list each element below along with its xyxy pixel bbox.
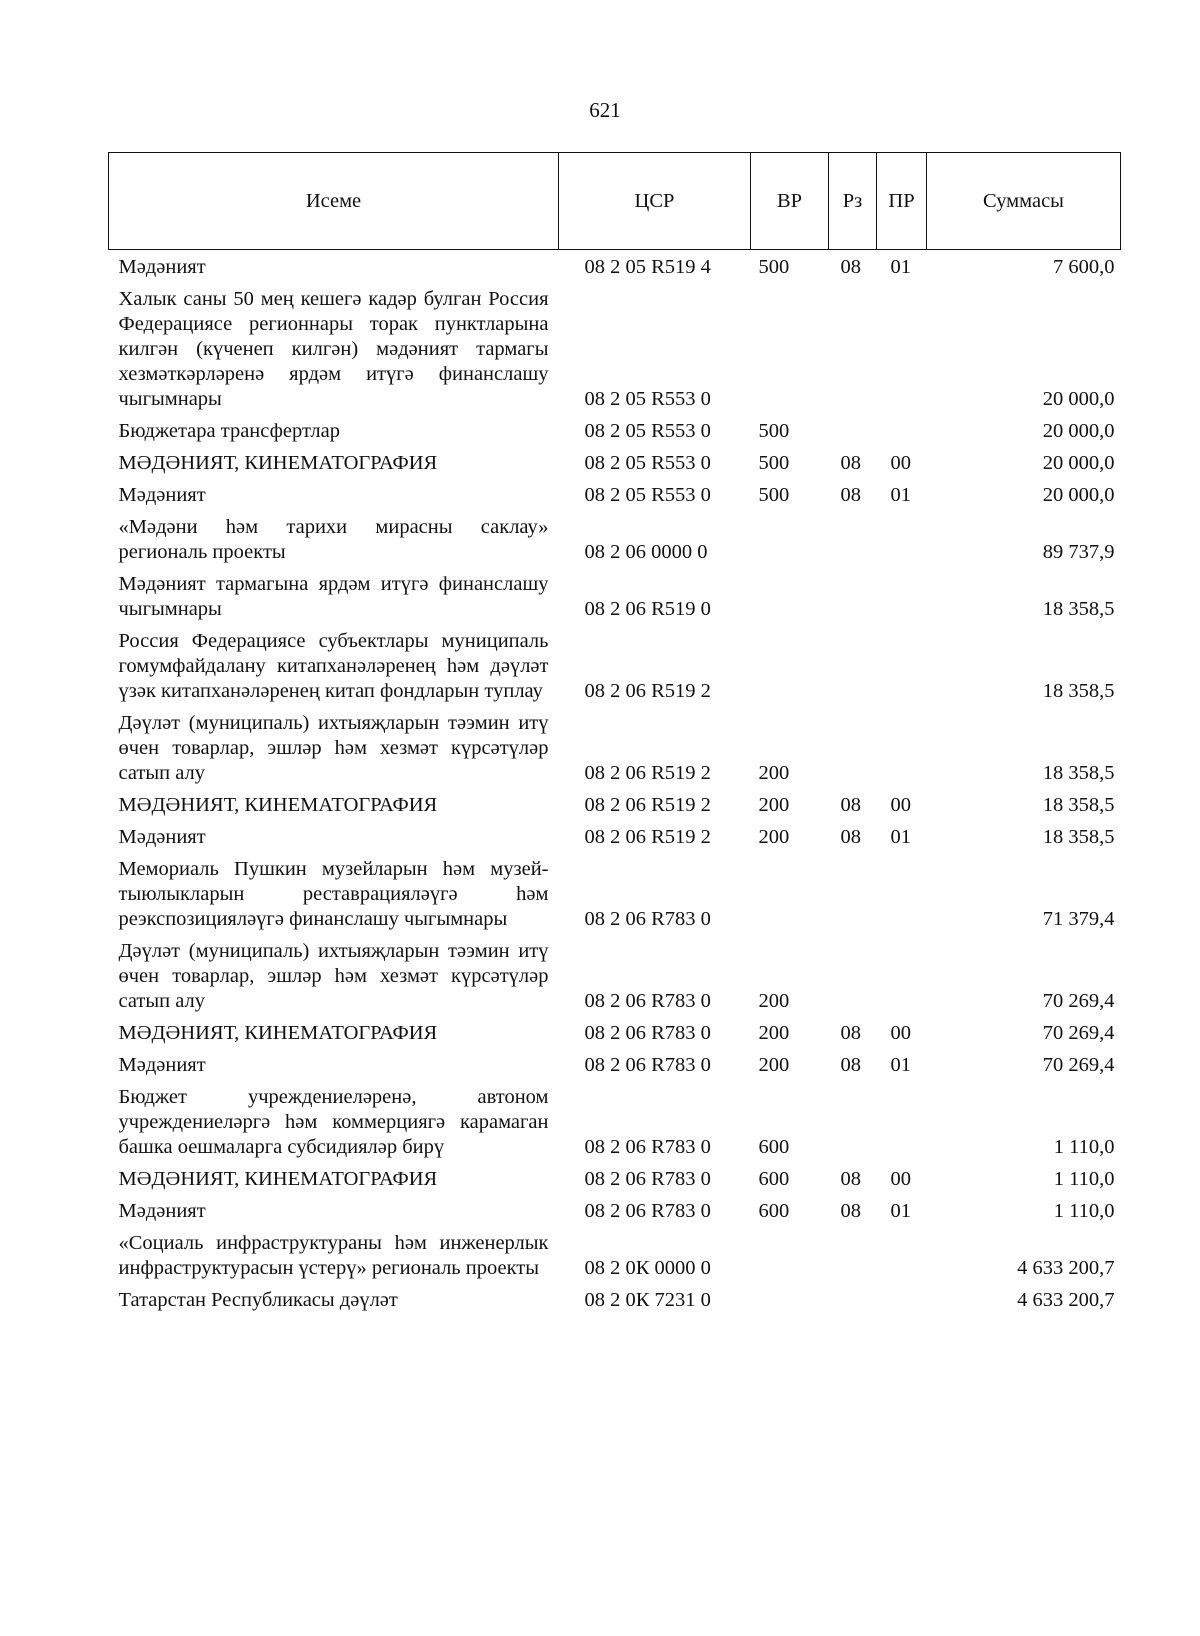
cell-pr: 01: [890, 484, 911, 506]
cell-pr: [877, 1283, 927, 1315]
cell-name: МӘДӘНИЯТ, КИНЕМАТОГРАФИЯ: [118, 1168, 438, 1190]
table-row: [109, 414, 1121, 446]
table-row: [109, 820, 1121, 852]
cell-rz: [829, 1080, 877, 1162]
cell-sum: 7 600,0: [1053, 256, 1115, 278]
cell-name: Мәдәният: [118, 826, 206, 848]
cell-rz: 08: [840, 1054, 861, 1076]
cell-csr: 08 2 05 R519 4: [584, 256, 711, 278]
header-sum: Суммасы: [927, 153, 1121, 250]
header-pr: ПР: [877, 153, 927, 250]
cell-sum: 70 269,4: [1042, 1054, 1115, 1076]
cell-sum: 1 110,0: [1053, 1168, 1115, 1190]
header-name: Исеме: [109, 153, 559, 250]
cell-rz: [829, 624, 877, 706]
cell-csr: 08 2 05 R553 0: [584, 484, 711, 506]
cell-rz: [829, 414, 877, 446]
cell-sum: 71 379,4: [1042, 908, 1115, 930]
cell-name: Мәдәният: [118, 256, 206, 278]
cell-rz: 08: [840, 484, 861, 506]
cell-pr: [877, 1080, 927, 1162]
cell-vr: 600: [758, 1136, 790, 1158]
cell-vr: 600: [758, 1200, 790, 1222]
cell-sum: 18 358,5: [1042, 680, 1115, 702]
table-body: [109, 250, 1121, 1316]
cell-name: Мәдәният: [118, 1054, 206, 1076]
cell-sum: 18 358,5: [1042, 762, 1115, 784]
cell-name: Халык саны 50 мең кешегә кадәр булган Россия Федерациясе регионнары торак пунктларына килгән (күченеп килгән) мәдәният тармагы хезмәткәрләренә ярдәм итүгә финанслашу чыгымнары: [118, 288, 549, 410]
cell-rz: [829, 934, 877, 1016]
cell-rz: 08: [840, 1200, 861, 1222]
cell-pr: [877, 414, 927, 446]
cell-csr: 08 2 06 R783 0: [584, 1168, 711, 1190]
cell-sum: 70 269,4: [1042, 990, 1115, 1012]
cell-pr: [877, 567, 927, 624]
cell-sum: 4 633 200,7: [1017, 1257, 1115, 1279]
table-row: [109, 250, 1121, 283]
header-vr: ВР: [751, 153, 829, 250]
table-row: [109, 282, 1121, 414]
cell-rz: 08: [840, 1168, 861, 1190]
table-row: [109, 1162, 1121, 1194]
cell-pr: [877, 852, 927, 934]
table-row: [109, 510, 1121, 567]
cell-rz: [829, 852, 877, 934]
cell-name: «Мәдәни һәм тарихи мирасны саклау» региональ проекты: [118, 516, 549, 563]
cell-rz: [829, 1283, 877, 1315]
page-number: 621: [589, 98, 621, 122]
table-row: [109, 478, 1121, 510]
table-row: [109, 788, 1121, 820]
cell-vr: 500: [758, 256, 790, 278]
cell-pr: [877, 934, 927, 1016]
cell-name: Мәдәният тармагына ярдәм итүгә финанслашу чыгымнары: [118, 573, 549, 620]
table-row: [109, 1048, 1121, 1080]
cell-csr: 08 2 06 R783 0: [584, 1200, 711, 1222]
header-rz: Рз: [829, 153, 877, 250]
header-csr: ЦСР: [559, 153, 751, 250]
cell-csr: 08 2 06 R783 0: [584, 990, 711, 1012]
table-row: [109, 1016, 1121, 1048]
cell-csr: 08 2 06 R519 0: [584, 598, 711, 620]
cell-name: Дәүләт (муниципаль) ихтыяҗларын тәэмин итү өчен товарлар, эшләр һәм хезмәт күрсәтүләр сатып алу: [118, 940, 549, 1012]
table-row: [109, 624, 1121, 706]
cell-sum: 1 110,0: [1053, 1200, 1115, 1222]
table-row: [109, 1283, 1121, 1315]
cell-sum: 20 000,0: [1042, 452, 1115, 474]
cell-name: Россия Федерациясе субъектлары муниципаль гомумфайдалану китапханәләренең һәм дәүләт үзәк китапханәләренең китап фондларын туплау: [118, 630, 549, 702]
cell-sum: 18 358,5: [1042, 598, 1115, 620]
cell-vr: 200: [758, 1054, 790, 1076]
cell-vr: 200: [758, 990, 790, 1012]
cell-vr: [751, 567, 829, 624]
cell-rz: [829, 1226, 877, 1283]
table-row: [109, 934, 1121, 1016]
cell-vr: 200: [758, 1022, 790, 1044]
cell-name: Татарстан Республикасы дәүләт: [118, 1289, 398, 1311]
cell-csr: 08 2 0К 0000 0: [584, 1257, 711, 1279]
cell-rz: 08: [840, 452, 861, 474]
cell-vr: [751, 1226, 829, 1283]
cell-vr: 500: [758, 484, 790, 506]
cell-csr: 08 2 06 R783 0: [584, 1136, 711, 1158]
cell-name: МӘДӘНИЯТ, КИНЕМАТОГРАФИЯ: [118, 794, 438, 816]
cell-csr: 08 2 05 R553 0: [584, 420, 711, 442]
table-row: [109, 706, 1121, 788]
cell-sum: 20 000,0: [1042, 484, 1115, 506]
table-row: [109, 446, 1121, 478]
cell-pr: [877, 624, 927, 706]
cell-name: Мәдәният: [118, 484, 206, 506]
cell-sum: 20 000,0: [1042, 420, 1115, 442]
cell-vr: 600: [758, 1168, 790, 1190]
table-row: [109, 567, 1121, 624]
cell-rz: [829, 706, 877, 788]
cell-pr: [877, 706, 927, 788]
cell-rz: [829, 282, 877, 414]
cell-vr: [751, 852, 829, 934]
cell-csr: 08 2 06 R519 2: [584, 794, 711, 816]
cell-pr: 00: [890, 794, 911, 816]
cell-name: МӘДӘНИЯТ, КИНЕМАТОГРАФИЯ: [118, 452, 438, 474]
cell-csr: 08 2 06 R519 2: [584, 680, 711, 702]
cell-csr: 08 2 0К 7231 0: [584, 1289, 711, 1311]
cell-csr: 08 2 05 R553 0: [584, 388, 711, 410]
cell-vr: [751, 282, 829, 414]
cell-vr: [751, 624, 829, 706]
cell-rz: 08: [840, 256, 861, 278]
cell-name: «Социаль инфраструктураны һәм инженерлык инфраструктурасын үстерү» региональ проекты: [118, 1232, 549, 1279]
cell-name: Дәүләт (муниципаль) ихтыяҗларын тәэмин итү өчен товарлар, эшләр һәм хезмәт күрсәтүләр сатып алу: [118, 712, 549, 784]
cell-pr: 00: [890, 1168, 911, 1190]
cell-name: Мемориаль Пушкин музейларын һәм музей-тыюлыкларын реставрацияләүгә һәм реэкспозицияләүгә финанслашу чыгымнары: [118, 858, 549, 930]
cell-csr: 08 2 05 R553 0: [584, 452, 711, 474]
table-row: [109, 852, 1121, 934]
cell-rz: 08: [840, 826, 861, 848]
cell-name: Мәдәният: [118, 1200, 206, 1222]
table-row: [109, 1194, 1121, 1226]
cell-vr: 200: [758, 794, 790, 816]
cell-pr: [877, 1226, 927, 1283]
cell-rz: 08: [840, 1022, 861, 1044]
cell-vr: 200: [758, 826, 790, 848]
cell-sum: 18 358,5: [1042, 794, 1115, 816]
cell-rz: [829, 510, 877, 567]
cell-name: Бюджетара трансфертлар: [118, 420, 341, 442]
cell-rz: [829, 567, 877, 624]
table-row: [109, 1080, 1121, 1162]
cell-pr: 01: [890, 1054, 911, 1076]
cell-sum: 4 633 200,7: [1017, 1289, 1115, 1311]
cell-sum: 20 000,0: [1042, 388, 1115, 410]
table-header: [109, 153, 1121, 250]
cell-pr: 00: [890, 1022, 911, 1044]
cell-name: Бюджет учреждениеләренә, автоном учреждениеләргә һәм коммерциягә карамаган башка оешмаларга субсидияләр бирү: [118, 1086, 549, 1158]
cell-pr: [877, 282, 927, 414]
cell-csr: 08 2 06 R783 0: [584, 1022, 711, 1044]
table-row: [109, 1226, 1121, 1283]
cell-pr: 01: [890, 256, 911, 278]
cell-sum: 89 737,9: [1042, 541, 1115, 563]
cell-csr: 08 2 06 R783 0: [584, 908, 711, 930]
cell-sum: 18 358,5: [1042, 826, 1115, 848]
cell-vr: [751, 1283, 829, 1315]
cell-pr: 01: [890, 1200, 911, 1222]
cell-pr: 00: [890, 452, 911, 474]
cell-pr: 01: [890, 826, 911, 848]
cell-name: МӘДӘНИЯТ, КИНЕМАТОГРАФИЯ: [118, 1022, 438, 1044]
cell-pr: [877, 510, 927, 567]
budget-table: [108, 152, 1121, 1315]
cell-vr: [751, 510, 829, 567]
cell-sum: 70 269,4: [1042, 1022, 1115, 1044]
cell-rz: 08: [840, 794, 861, 816]
cell-csr: 08 2 06 R519 2: [584, 826, 711, 848]
cell-vr: 500: [758, 420, 790, 442]
cell-csr: 08 2 06 R519 2: [584, 762, 711, 784]
cell-csr: 08 2 06 0000 0: [584, 541, 708, 563]
cell-vr: 200: [758, 762, 790, 784]
cell-sum: 1 110,0: [1053, 1136, 1115, 1158]
cell-vr: 500: [758, 452, 790, 474]
cell-csr: 08 2 06 R783 0: [584, 1054, 711, 1076]
